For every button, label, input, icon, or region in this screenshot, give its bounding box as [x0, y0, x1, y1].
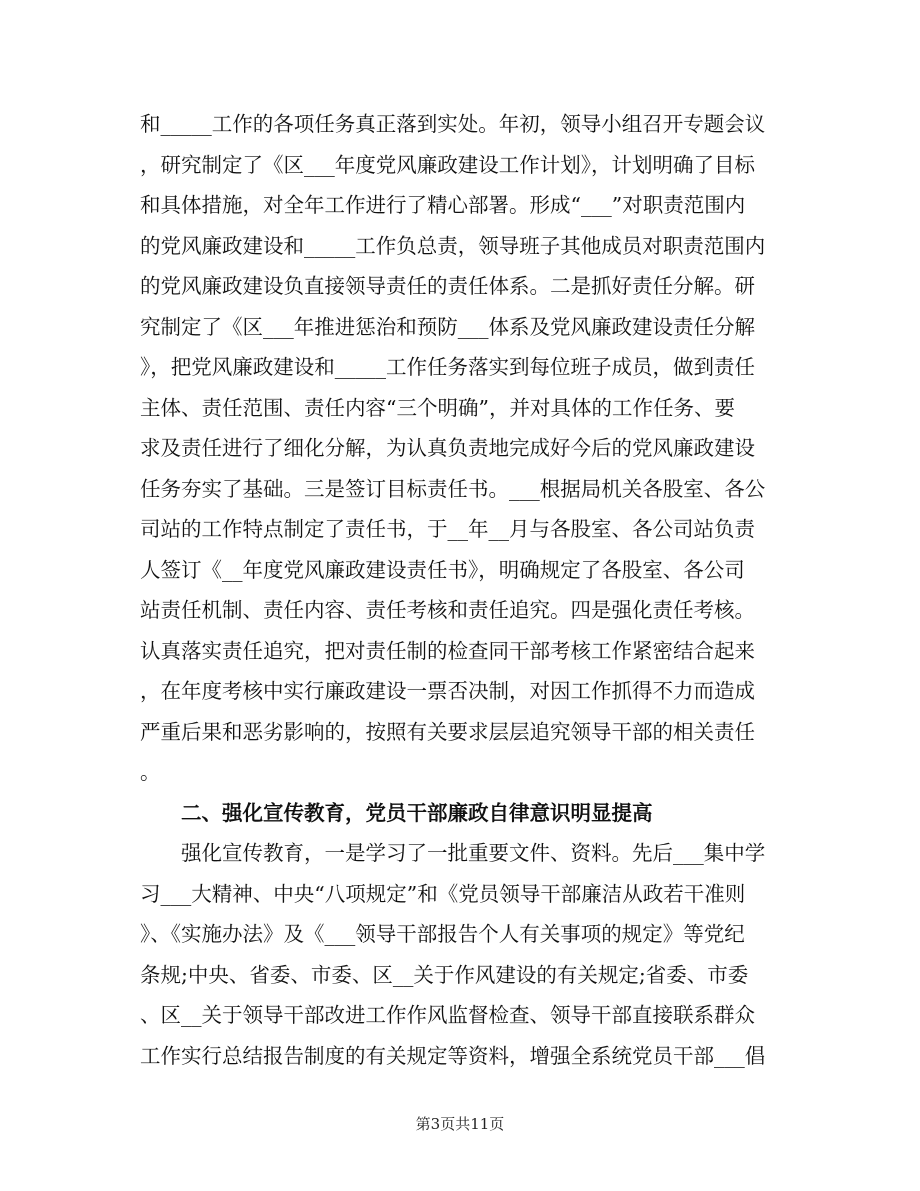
text-line: 习___大精神、中央“八项规定”和《党员领导干部廉洁从政若干准则: [140, 881, 746, 906]
text-line: 认真落实责任追究，把对责任制的检查同干部考核工作紧密结合起来: [140, 638, 755, 663]
text-line: 司站的工作特点制定了责任书，于__年__月与各股室、各公司站负责: [140, 517, 755, 541]
text-line: 站责任机制、责任内容、责任考核和责任追究。四是强化责任考核。: [140, 598, 755, 622]
paragraph-2: [140, 833, 780, 1076]
text-line: 的党风廉政建设和_____工作负总责，领导班子其他成员对职责范围内: [140, 233, 766, 258]
text-line: 和具体措施，对全年工作进行了精心部署。形成“___”对职责范围内: [140, 193, 746, 217]
text-line: 》、《实施办法》及《___领导干部报告个人有关事项的规定》等党纪: [140, 922, 745, 946]
page-number: 第3页共11页: [415, 1115, 505, 1133]
text-line: ，研究制定了《区___年度党风廉政建设工作计划》，计划明确了目标: [140, 152, 755, 177]
text-line: 任务夯实了基础。三是签订目标责任书。___根据局机关各股室、各公: [140, 476, 766, 501]
document-body: [140, 104, 780, 1076]
text-line: 。: [140, 760, 161, 784]
text-line: 的党风廉政建设负直接领导责任的责任体系。二是抓好责任分解。研: [140, 274, 755, 298]
text-line: 强化宣传教育，一是学习了一批重要文件、资料。先后___集中学: [181, 841, 766, 865]
text-line: 、区__关于领导干部改进工作作风监督检查、领导干部直接联系群众: [140, 1003, 755, 1027]
text-line: 条规;中央、省委、市委、区__关于作风建设的有关规定;省委、市委: [140, 962, 749, 987]
text-line: 究制定了《区___年推进惩治和预防___体系及党风廉政建设责任分解: [140, 314, 755, 339]
text-line: 严重后果和恶劣影响的，按照有关要求层层追究领导干部的相关责任: [140, 719, 755, 744]
text-line: 求及责任进行了细化分解，为认真负责地完成好今后的党风廉政建设: [140, 436, 755, 460]
text-line: 》，把党风廉政建设和_____工作任务落实到每位班子成员，做到责任: [140, 355, 755, 379]
text-line: 人签订《__年度党风廉政建设责任书》，明确规定了各股室、各公司: [140, 557, 745, 582]
text-line: ，在年度考核中实行廉政建设一票否决制，对因工作抓得不力而造成: [140, 679, 755, 703]
text-line: 工作实行总结报告制度的有关规定等资料，增强全系统党员干部___倡: [140, 1043, 766, 1068]
text-line: 和_____工作的各项任务真正落到实处。年初，领导小组召开专题会议: [140, 112, 766, 136]
paragraph-1: [140, 104, 780, 793]
text-line: 主体、责任范围、责任内容“三个明确”，并对具体的工作任务、要: [140, 395, 735, 420]
section-heading: 二、强化宣传教育，党员干部廉政自律意识明显提高: [181, 800, 653, 825]
